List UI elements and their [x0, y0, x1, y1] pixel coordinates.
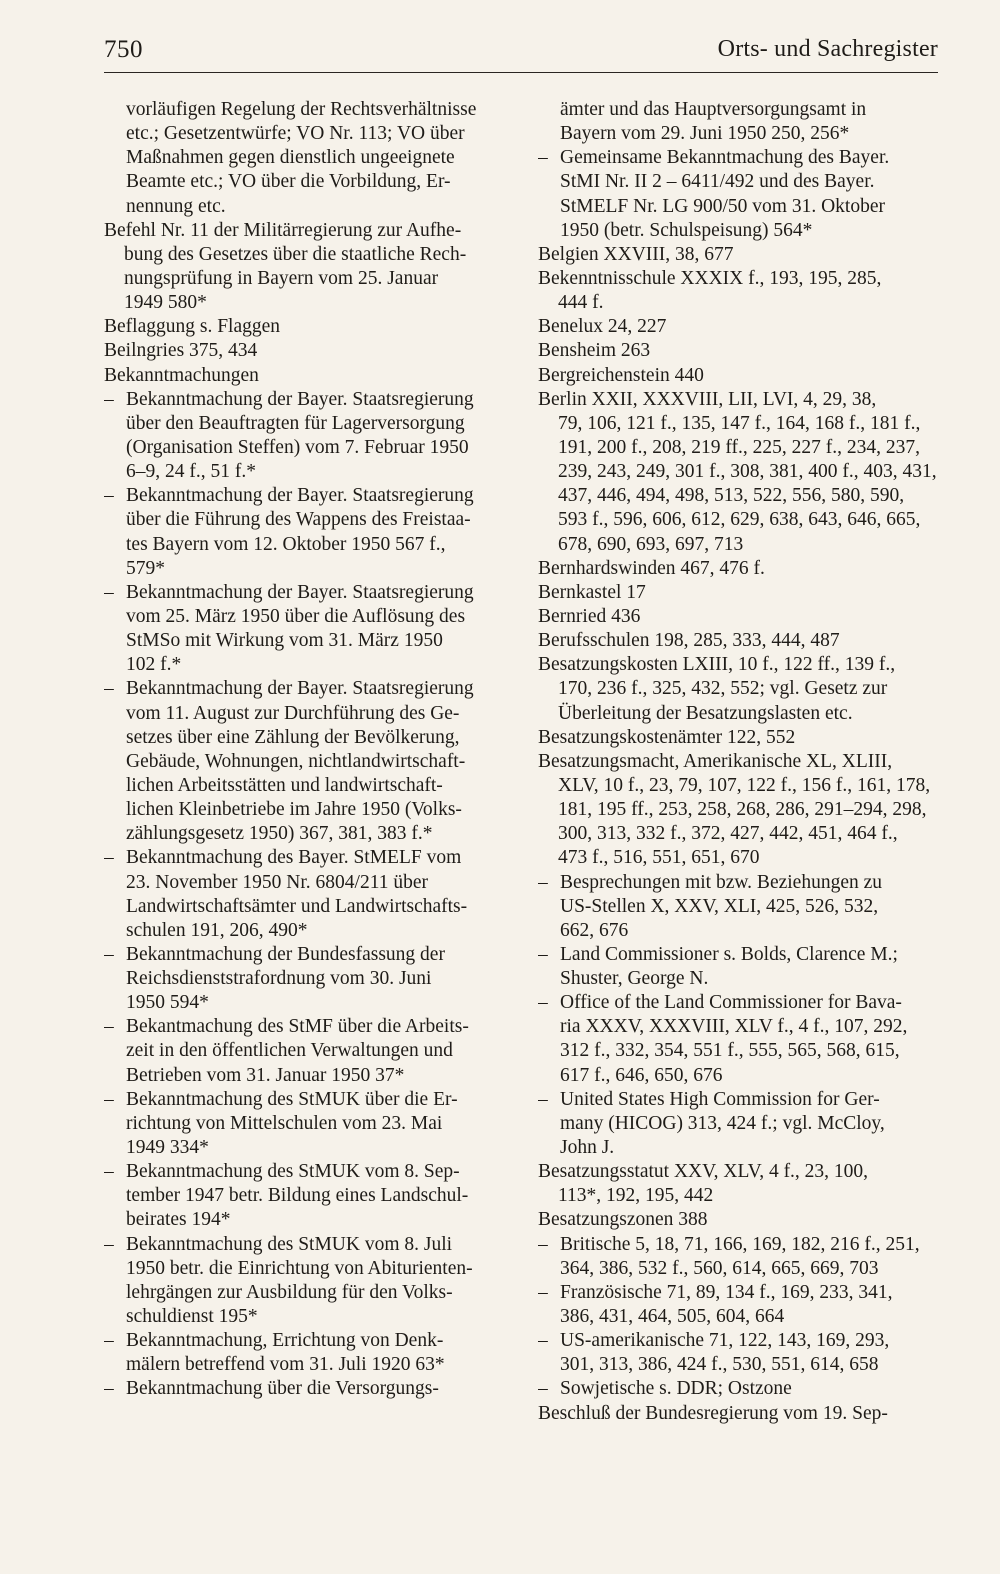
index-line — [538, 315, 938, 339]
index-line — [538, 1233, 938, 1257]
index-line — [104, 508, 504, 532]
index-line-text: Bergreichenstein 440 — [538, 364, 704, 386]
index-line-text: Besatzungsmacht, Amerikanische XL, XLIII, — [538, 750, 893, 772]
sub-entry-dash: – — [538, 147, 548, 169]
index-line-text: vom 25. März 1950 über die Auflösung des — [126, 605, 466, 627]
index-line — [538, 1257, 938, 1281]
index-line — [104, 364, 504, 388]
index-line-text: 300, 313, 332 f., 372, 427, 442, 451, 464 f., — [558, 823, 898, 845]
index-line-text: 579* — [126, 557, 165, 579]
index-line-text: XLV, 10 f., 23, 79, 107, 122 f., 156 f., 161, 178, — [558, 774, 931, 796]
index-line-text: Land Commissioner s. Bolds, Clarence M.; — [560, 943, 898, 965]
index-line — [538, 653, 938, 677]
index-line-text: ria XXXV, XXXVIII, XLV f., 4 f., 107, 292, — [560, 1016, 908, 1038]
index-line — [104, 1377, 504, 1401]
index-line — [538, 919, 938, 943]
sub-entry-dash: – — [104, 847, 114, 869]
index-line-text: United States High Commission for Ger- — [560, 1088, 880, 1110]
index-line-text: tes Bayern vom 12. Oktober 1950 567 f., — [126, 533, 446, 555]
index-line — [104, 484, 504, 508]
index-line — [104, 846, 504, 870]
index-line — [538, 846, 938, 870]
index-line-text: Berlin XXII, XXXVIII, LII, LVI, 4, 29, 38, — [538, 388, 877, 410]
index-line-text: Berufsschulen 198, 285, 333, 444, 487 — [538, 630, 840, 652]
index-line — [538, 170, 938, 194]
index-line — [538, 243, 938, 267]
index-line — [538, 122, 938, 146]
index-line-text: 312 f., 332, 354, 551 f., 555, 565, 568, 615, — [560, 1040, 900, 1062]
index-line — [104, 1208, 504, 1232]
index-line-text: 301, 313, 386, 424 f., 530, 551, 614, 658 — [560, 1354, 879, 1376]
index-line — [104, 726, 504, 750]
index-line-text: Besprechungen mit bzw. Beziehungen zu — [560, 871, 883, 893]
sub-entry-dash: – — [538, 1378, 548, 1400]
index-line-text: etc.; Gesetzentwürfe; VO Nr. 113; VO über — [126, 123, 465, 145]
index-line — [104, 557, 504, 581]
index-line-text: bung des Gesetzes über die staatliche Rech- — [124, 243, 467, 265]
index-line — [538, 508, 938, 532]
index-line-text: 1950 594* — [126, 992, 209, 1014]
index-line-text: (Organisation Steffen) vom 7. Februar 1950 — [126, 436, 469, 458]
index-line-text: Bernkastel 17 — [538, 581, 646, 603]
index-line-text: vom 11. August zur Durchführung des Ge- — [126, 702, 460, 724]
index-line-text: Beflaggung s. Flaggen — [104, 316, 281, 338]
index-line-text: mälern betreffend vom 31. Juli 1920 63* — [126, 1354, 445, 1376]
index-line-text: Bekanntmachung der Bundesfassung der — [126, 943, 445, 965]
index-line — [104, 1281, 504, 1305]
index-line-text: tember 1947 betr. Bildung eines Landschul- — [126, 1185, 469, 1207]
index-line-text: Beilngries 375, 434 — [104, 340, 258, 362]
index-line — [104, 653, 504, 677]
index-line-text: Bernried 436 — [538, 605, 641, 627]
sub-entry-dash: – — [104, 1233, 114, 1255]
index-column-right — [538, 98, 938, 1426]
index-line — [104, 702, 504, 726]
sub-entry-dash: – — [104, 388, 114, 410]
index-line — [104, 412, 504, 436]
index-line-text: Bekanntmachung der Bayer. Staatsregierung — [126, 678, 474, 700]
index-line-text: zählungsgesetz 1950) 367, 381, 383 f.* — [126, 823, 433, 845]
sub-entry-dash: – — [538, 992, 548, 1014]
index-line — [104, 1353, 504, 1377]
index-line-text: Bekenntnisschule XXXIX f., 193, 195, 285, — [538, 267, 882, 289]
index-line — [104, 339, 504, 363]
index-line — [538, 871, 938, 895]
index-line-text: Befehl Nr. 11 der Militärregierung zur Aufhe- — [104, 219, 462, 241]
index-line-text: über den Beauftragten für Lagerversorgung — [126, 412, 465, 434]
index-line-text: Bekanntmachung, Errichtung von Denk- — [126, 1330, 444, 1352]
index-line — [538, 798, 938, 822]
index-line-text: 1950 betr. die Einrichtung von Abiturienten- — [126, 1257, 473, 1279]
index-line — [104, 170, 504, 194]
index-line — [538, 1377, 938, 1401]
index-line — [538, 822, 938, 846]
index-line-text: Besatzungskosten LXIII, 10 f., 122 ff., 139 f., — [538, 654, 896, 676]
index-line — [104, 243, 504, 267]
index-line — [104, 1088, 504, 1112]
index-line-text: 191, 200 f., 208, 219 ff., 225, 227 f., 234, 237, — [558, 436, 920, 458]
index-line-text: Bekantmachung des StMF über die Arbeits- — [126, 1016, 469, 1038]
index-line — [104, 1015, 504, 1039]
index-line-text: 239, 243, 249, 301 f., 308, 381, 400 f., 403, 431, — [558, 461, 937, 483]
index-line — [538, 412, 938, 436]
sub-entry-dash: – — [538, 943, 548, 965]
index-line-text: Bekanntmachung über die Versorgungs- — [126, 1378, 439, 1400]
sub-entry-dash: – — [104, 678, 114, 700]
sub-entry-dash: – — [538, 1233, 548, 1255]
index-line — [538, 1184, 938, 1208]
index-line-text: beirates 194* — [126, 1209, 231, 1231]
index-line — [538, 1039, 938, 1063]
index-line — [538, 774, 938, 798]
index-line-text: many (HICOG) 313, 424 f.; vgl. McCloy, — [560, 1112, 885, 1134]
index-line — [538, 967, 938, 991]
index-line-text: Bekanntmachung der Bayer. Staatsregierung — [126, 581, 474, 603]
index-line-text: Maßnahmen gegen dienstlich ungeeignete — [126, 147, 455, 169]
index-line-text: 23. November 1950 Nr. 6804/211 über — [126, 871, 429, 893]
index-line-text: Sowjetische s. DDR; Ostzone — [560, 1378, 792, 1400]
index-line-text: Betrieben vom 31. Januar 1950 37* — [126, 1064, 405, 1086]
index-line — [104, 871, 504, 895]
index-line — [104, 629, 504, 653]
index-line — [538, 726, 938, 750]
index-line — [538, 1329, 938, 1353]
index-line — [538, 219, 938, 243]
index-line-text: lehrgängen zur Ausbildung für den Volks- — [126, 1281, 453, 1303]
index-line-text: Überleitung der Besatzungslasten etc. — [558, 702, 853, 724]
index-line — [538, 1305, 938, 1329]
index-line-text: 617 f., 646, 650, 676 — [560, 1064, 723, 1086]
sub-entry-dash: – — [104, 1330, 114, 1352]
index-line — [104, 436, 504, 460]
index-line — [538, 436, 938, 460]
index-line-text: 79, 106, 121 f., 135, 147 f., 164, 168 f., 181 f., — [558, 412, 921, 434]
index-line — [538, 677, 938, 701]
index-line — [104, 991, 504, 1015]
index-line — [104, 581, 504, 605]
index-line-text: 1949 334* — [126, 1137, 209, 1159]
index-line — [104, 677, 504, 701]
index-line-text: 181, 195 ff., 253, 258, 268, 286, 291–294, 298, — [558, 799, 927, 821]
sub-entry-dash: – — [104, 1378, 114, 1400]
index-line-text: Bernhardswinden 467, 476 f. — [538, 557, 765, 579]
index-line-text: StMSo mit Wirkung vom 31. März 1950 — [126, 630, 443, 652]
index-line-text: Shuster, George N. — [560, 968, 709, 990]
index-line-text: schulen 191, 206, 490* — [126, 919, 308, 941]
index-line-text: Gebäude, Wohnungen, nichtlandwirtschaft- — [126, 750, 466, 772]
index-line — [104, 195, 504, 219]
index-line-text: 1949 580* — [124, 292, 207, 314]
sub-entry-dash: – — [538, 1088, 548, 1110]
index-line — [538, 991, 938, 1015]
index-line — [538, 364, 938, 388]
index-line — [104, 895, 504, 919]
index-line — [104, 267, 504, 291]
index-line — [538, 1281, 938, 1305]
index-line-text: vorläufigen Regelung der Rechtsverhältnisse — [126, 99, 477, 120]
index-line — [104, 967, 504, 991]
index-line-text: richtung von Mittelschulen vom 23. Mai — [126, 1112, 443, 1134]
index-line-text: 662, 676 — [560, 919, 629, 941]
index-line-text: Bekanntmachung des Bayer. StMELF vom — [126, 847, 462, 869]
index-line-text: schuldienst 195* — [126, 1306, 258, 1328]
index-line-text: 170, 236 f., 325, 432, 552; vgl. Gesetz zur — [558, 678, 888, 700]
index-line — [104, 291, 504, 315]
index-column-left — [104, 98, 504, 1402]
index-line — [104, 1305, 504, 1329]
index-line-text: Reichsdienststrafordnung vom 30. Juni — [126, 968, 432, 990]
index-line-text: Bekanntmachung des StMUK vom 8. Juli — [126, 1233, 453, 1255]
index-line-text: 593 f., 596, 606, 612, 629, 638, 643, 646, 665, — [558, 509, 921, 531]
index-line-text: Beschluß der Bundesregierung vom 19. Sep- — [538, 1402, 888, 1424]
index-line — [538, 146, 938, 170]
index-line — [104, 1184, 504, 1208]
index-line-text: StMI Nr. II 2 – 6411/492 und des Bayer. — [560, 171, 875, 193]
index-line-text: US-Stellen X, XXV, XLI, 425, 526, 532, — [560, 895, 879, 917]
index-line — [104, 315, 504, 339]
index-line-text: 444 f. — [558, 292, 604, 314]
index-line — [104, 146, 504, 170]
index-line — [104, 1160, 504, 1184]
index-line-text: Besatzungskostenämter 122, 552 — [538, 726, 796, 748]
index-line — [104, 919, 504, 943]
index-line — [538, 1136, 938, 1160]
index-line — [104, 1112, 504, 1136]
index-line — [104, 1257, 504, 1281]
index-line — [538, 1353, 938, 1377]
index-line — [538, 629, 938, 653]
index-line-text: lichen Kleinbetriebe im Jahre 1950 (Volks- — [126, 799, 462, 821]
index-line-text: Besatzungszonen 388 — [538, 1209, 708, 1231]
index-line — [104, 943, 504, 967]
running-head: Orts- und Sachregister — [717, 36, 938, 62]
index-line — [104, 122, 504, 146]
index-line — [104, 98, 504, 122]
sub-entry-dash: – — [104, 1161, 114, 1183]
index-line-text: 1950 (betr. Schulspeisung) 564* — [560, 219, 813, 241]
index-line-text: Bensheim 263 — [538, 340, 651, 362]
sub-entry-dash: – — [104, 485, 114, 507]
index-line-text: Benelux 24, 227 — [538, 316, 667, 338]
index-line — [538, 605, 938, 629]
index-line-text: Bayern vom 29. Juni 1950 250, 256* — [560, 123, 850, 145]
index-line-text: lichen Arbeitsstätten und landwirtschaft- — [126, 774, 443, 796]
index-line — [538, 484, 938, 508]
index-line — [538, 581, 938, 605]
index-line-text: zeit in den öffentlichen Verwaltungen und — [126, 1040, 453, 1062]
index-line-text: 437, 446, 494, 498, 513, 522, 556, 580, 590, — [558, 485, 905, 507]
index-line-text: 113*, 192, 195, 442 — [558, 1185, 714, 1207]
index-line — [104, 750, 504, 774]
index-line — [538, 460, 938, 484]
index-line-text: setzes über eine Zählung der Bevölkerung, — [126, 726, 460, 748]
sub-entry-dash: – — [104, 943, 114, 965]
index-line-text: Besatzungsstatut XXV, XLV, 4 f., 23, 100, — [538, 1161, 869, 1183]
index-line-text: 364, 386, 532 f., 560, 614, 665, 669, 703 — [560, 1257, 879, 1279]
index-line — [538, 702, 938, 726]
index-line — [538, 1208, 938, 1232]
index-line-text: nungsprüfung in Bayern vom 25. Januar — [124, 267, 439, 289]
index-line — [538, 1064, 938, 1088]
index-line-text: Bekanntmachung des StMUK vom 8. Sep- — [126, 1161, 460, 1183]
index-line — [538, 1112, 938, 1136]
index-line — [104, 1136, 504, 1160]
index-line-text: Belgien XXVIII, 38, 677 — [538, 243, 734, 265]
index-line — [104, 774, 504, 798]
sub-entry-dash: – — [104, 1088, 114, 1110]
sub-entry-dash: – — [538, 1281, 548, 1303]
index-line — [538, 943, 938, 967]
index-line — [538, 195, 938, 219]
index-line — [538, 291, 938, 315]
index-line-text: StMELF Nr. LG 900/50 vom 31. Oktober — [560, 195, 885, 217]
index-line — [104, 822, 504, 846]
index-line-text: Landwirtschaftsämter und Landwirtschafts- — [126, 895, 468, 917]
index-line-text: Bekanntmachungen — [104, 364, 259, 386]
index-line — [104, 219, 504, 243]
index-line-text: John J. — [560, 1137, 615, 1159]
index-line — [538, 895, 938, 919]
index-line — [538, 1088, 938, 1112]
index-line — [538, 388, 938, 412]
index-line-text: Bekanntmachung der Bayer. Staatsregierung — [126, 388, 474, 410]
index-line — [538, 533, 938, 557]
index-line — [104, 533, 504, 557]
sub-entry-dash: – — [104, 1016, 114, 1038]
index-line-text: 473 f., 516, 551, 651, 670 — [558, 847, 760, 869]
index-line — [104, 1064, 504, 1088]
index-line — [538, 267, 938, 291]
index-line-text: Office of the Land Commissioner for Bava- — [560, 992, 902, 1014]
index-line — [104, 605, 504, 629]
index-line — [104, 1039, 504, 1063]
index-line — [538, 1015, 938, 1039]
index-line-text: Bekanntmachung des StMUK über die Er- — [126, 1088, 458, 1110]
index-line — [538, 98, 938, 122]
index-line-text: nennung etc. — [126, 195, 226, 217]
index-line-text: US-amerikanische 71, 122, 143, 169, 293, — [560, 1330, 890, 1352]
index-line-text: ämter und das Hauptversorgungsamt in — [560, 99, 867, 120]
index-line — [104, 460, 504, 484]
index-line — [538, 1402, 938, 1426]
index-line — [104, 798, 504, 822]
index-line — [538, 750, 938, 774]
index-line-text: Gemeinsame Bekanntmachung des Bayer. — [560, 147, 890, 169]
index-line-text: 678, 690, 693, 697, 713 — [558, 533, 744, 555]
index-line-text: Beamte etc.; VO über die Vorbildung, Er- — [126, 171, 451, 193]
index-line-text: 386, 431, 464, 505, 604, 664 — [560, 1306, 785, 1328]
index-line — [104, 1329, 504, 1353]
sub-entry-dash: – — [538, 871, 548, 893]
index-line-text: 6–9, 24 f., 51 f.* — [126, 461, 256, 483]
sub-entry-dash: – — [104, 581, 114, 603]
index-line — [104, 388, 504, 412]
index-line — [538, 1160, 938, 1184]
index-line-text: über die Führung des Wappens des Freistaa- — [126, 509, 471, 531]
index-line-text: Britische 5, 18, 71, 166, 169, 182, 216 f., 251, — [560, 1233, 920, 1255]
page-header — [104, 30, 938, 73]
index-line-text: Französische 71, 89, 134 f., 169, 233, 341, — [560, 1281, 893, 1303]
index-line-text: 102 f.* — [126, 654, 182, 676]
index-line — [104, 1233, 504, 1257]
page-number: 750 — [104, 36, 143, 63]
index-line — [538, 339, 938, 363]
sub-entry-dash: – — [538, 1330, 548, 1352]
index-line-text: Bekanntmachung der Bayer. Staatsregierung — [126, 485, 474, 507]
index-line — [538, 557, 938, 581]
